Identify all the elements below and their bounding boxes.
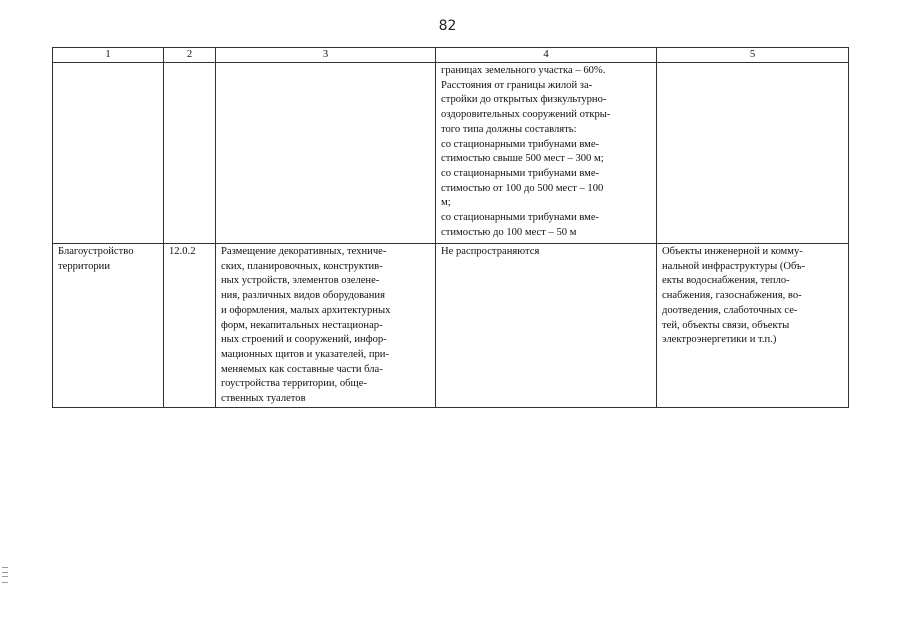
cell-auxiliary-uses: Объекты инженерной и комму- нальной инфраструктуры (Объ- екты водоснабжения, тепло- снабжения, газоснабжения, во- доотведения, слаботочных се- тей, объекты связи, объекты электроэнергетики и т.п.) [657, 244, 849, 408]
cell-use-description [216, 63, 436, 244]
column-header-3: 3 [216, 48, 436, 63]
table-row [53, 244, 849, 408]
column-header-4: 4 [436, 48, 657, 63]
cell-use-code [164, 63, 216, 244]
scan-margin-marks [2, 567, 8, 583]
column-header-2: 2 [164, 48, 216, 63]
cell-use-name [53, 63, 164, 244]
table-header-row [53, 48, 849, 63]
column-header-5: 5 [657, 48, 849, 63]
table-row [53, 63, 849, 244]
cell-parameters: границах земельного участка – 60%. Расстояния от границы жилой за- стройки до открытых физкультурно- оздоровительных сооружений откры- того типа должны составлять: со стационарными трибунами вме- стимостью свыше 500 мест – 300 м; со стационарными трибунами вме- стимостью от 100 до 500 мест – 100 м; со стационарными трибунами вме- стимостью до 100 мест – 50 м [436, 63, 657, 244]
cell-use-name: Благоустройство территории [53, 244, 164, 408]
page-number: 82 [438, 18, 457, 34]
cell-use-description: Размещение декоративных, техниче- ских, планировочных, конструктив- ных устройств, элементов озелене- ния, различных видов оборудования и оформления, малых архитектурных форм, некапитальных нестационар- ных строений и сооружений, инфор- мационных щитов и указателей, при- меняемых как составные части бла- гоустройства территории, обще- ственных туалетов [216, 244, 436, 408]
column-header-1: 1 [53, 48, 164, 63]
cell-use-code: 12.0.2 [164, 244, 216, 408]
regulations-table [52, 47, 849, 408]
cell-parameters: Не распространяются [436, 244, 657, 408]
cell-auxiliary-uses [657, 63, 849, 244]
